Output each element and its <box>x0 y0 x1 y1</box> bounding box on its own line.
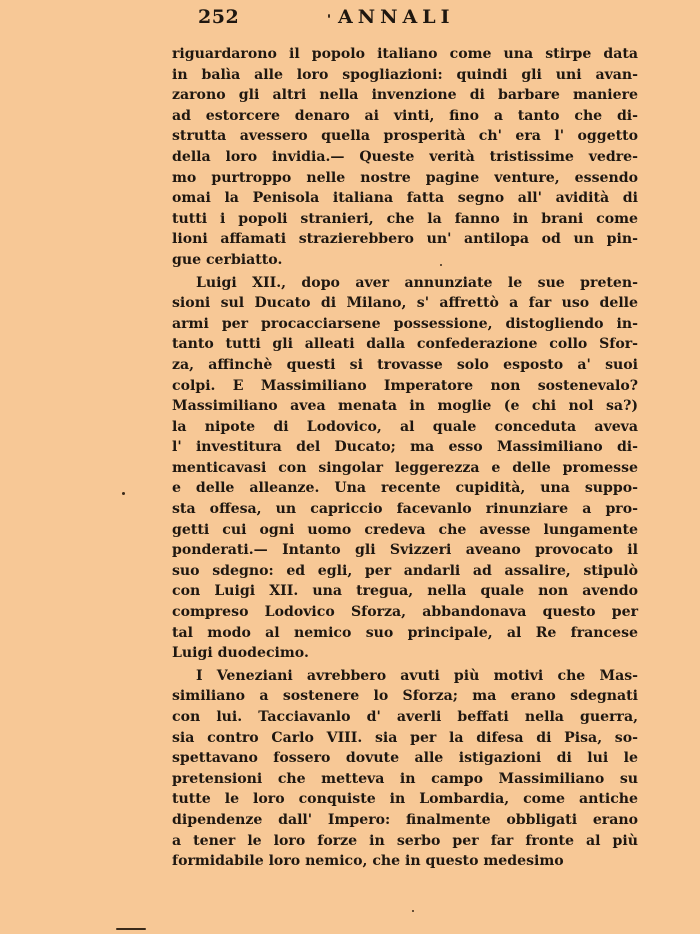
paragraph <box>172 666 638 872</box>
text-line: e delle alleanze. Una recente cupidità, una suppo- <box>172 480 638 497</box>
text-line: ad estorcere denaro ai vinti, fino a tanto che di- <box>172 107 638 124</box>
text-line: lioni affamati strazierebbero un' antilopa od un pin- <box>172 231 638 248</box>
text-line: Luigi duodecimo. <box>172 645 309 662</box>
text-line: armi per procacciarsene possessione, distogliendo in- <box>172 315 638 332</box>
text-line: la nipote di Lodovico, al quale conceduta aveva <box>172 418 638 435</box>
ink-speck <box>116 928 146 930</box>
text-line: sta offesa, un capriccio facevanlo rinunziare a pro- <box>172 501 638 518</box>
text-line: ponderati.— Intanto gli Svizzeri aveano provocato il <box>172 542 638 559</box>
text-line: riguardarono il popolo italiano come una stirpe data <box>172 46 638 62</box>
text-line: mo purtroppo nelle nostre pagine venture, essendo <box>172 169 638 186</box>
ink-speck <box>440 264 442 266</box>
text-line: menticavasi con singolar leggerezza e delle promesse <box>172 459 638 476</box>
page-header <box>198 6 638 34</box>
ink-speck <box>412 910 414 912</box>
text-line: con lui. Tacciavanlo d' averli beffati nella guerra, <box>172 709 638 725</box>
text-line: compreso Lodovico Sforza, abbandonava questo per <box>172 604 638 621</box>
running-title: ANNALI <box>338 6 455 28</box>
text-line: sioni sul Ducato di Milano, s' affrettò a far uso delle <box>172 295 638 312</box>
text-line: zarono gli altri nella invenzione di barbare maniere <box>172 87 638 104</box>
text-line: Luigi XII., dopo aver annunziate le sue preten- <box>196 274 638 291</box>
text-line: pretensioni che metteva in campo Massimiliano su <box>172 770 638 787</box>
text-line: con Luigi XII. una tregua, nella quale non avendo <box>172 583 638 600</box>
text-line: I Veneziani avrebbero avuti più motivi che Mas- <box>196 667 638 684</box>
text-line: in balìa alle loro spogliazioni: quindi gli uni avan- <box>172 66 638 83</box>
text-line: strutta avessero quella prosperità ch' era l' oggetto <box>172 128 638 145</box>
text-line: omai la Penisola italiana fatta segno all' avidità di <box>172 190 638 207</box>
text-line: za, affinchè questi si trovasse solo esposto a' suoi <box>172 356 638 373</box>
text-line: tanto tutti gli alleati dalla confederazione collo Sfor- <box>172 336 638 353</box>
paragraph <box>172 273 638 664</box>
text-line: colpi. E Massimiliano Imperatore non sostenevalo? <box>172 377 638 394</box>
text-line: Massimiliano avea menata in moglie (e chi nol sa?) <box>172 398 638 415</box>
page-number: 252 <box>198 6 240 28</box>
text-line: della loro invidia.— Queste verità tristissime vedre- <box>172 148 638 165</box>
text-line: getti cui ogni uomo credeva che avesse lungamente <box>172 521 638 538</box>
text-line: sia contro Carlo VIII. sia per la difesa di Pisa, so- <box>172 729 638 746</box>
text-line: tal modo al nemico suo principale, al Re francese <box>172 624 638 641</box>
text-line: formidabile loro nemico, che in questo medesimo <box>172 853 564 870</box>
ink-speck <box>122 492 125 495</box>
text-line: spettavano fossero dovute alle istigazioni di lui le <box>172 750 638 767</box>
text-line: tutte le loro conquiste in Lombardia, come antiche <box>172 791 638 808</box>
text-line: tutti i popoli stranieri, che la fanno in brani come <box>172 210 638 227</box>
ink-speck <box>328 14 330 18</box>
body-text <box>172 44 638 872</box>
text-line: dipendenze dall' Impero: finalmente obbligati erano <box>172 811 638 828</box>
paragraph <box>172 44 638 271</box>
text-line: a tener le loro forze in serbo per far fronte al più <box>172 832 638 849</box>
text-line: l' investitura del Ducato; ma esso Massimiliano di- <box>172 439 638 456</box>
text-line: similiano a sostenere lo Sforza; ma erano sdegnati <box>172 688 638 705</box>
text-line: gue cerbiatto. <box>172 251 283 268</box>
text-line: suo sdegno: ed egli, per andarli ad assalire, stipulò <box>172 562 638 579</box>
